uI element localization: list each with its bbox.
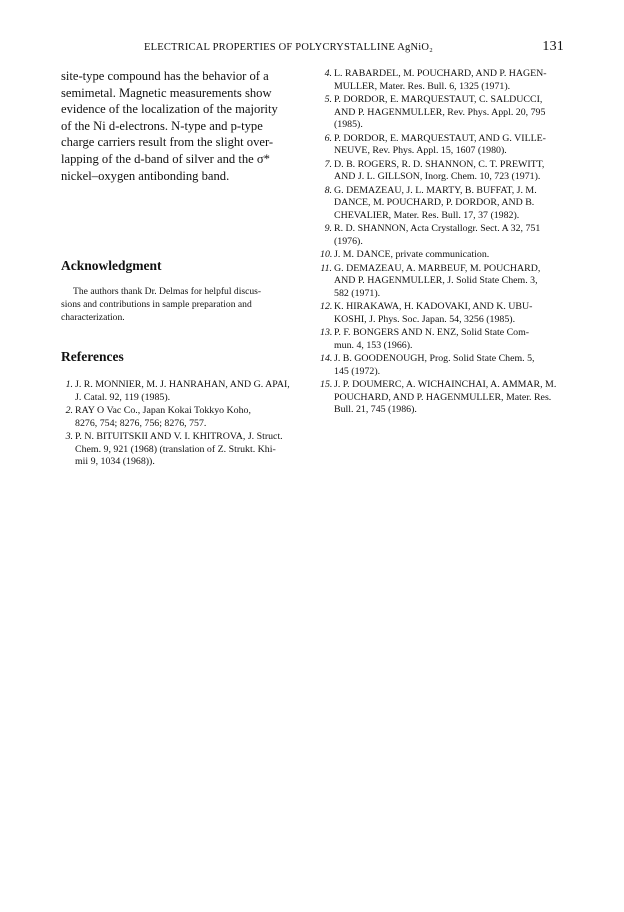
reference-line: Chem. 9, 921 (1968) (translation of Z. Strukt. Khi- — [75, 443, 276, 455]
reference-number: 7. — [324, 158, 332, 170]
reference-line: NEUVE, Rev. Phys. Appl. 15, 1607 (1980). — [334, 145, 507, 156]
reference-number: 13. — [320, 327, 333, 338]
reference-line: DANCE, M. POUCHARD, P. DORDOR, AND B. — [334, 197, 535, 208]
reference-item — [61, 379, 305, 404]
reference-number: 5. — [324, 94, 332, 105]
body-line: site-type compound has the behavior of a — [61, 69, 269, 83]
references-heading: References — [61, 349, 124, 364]
body-line: charge carriers result from the slight over- — [61, 135, 274, 150]
reference-line: 582 (1971). — [334, 287, 381, 299]
reference-line: 8276, 754; 8276, 756; 8276, 757. — [75, 417, 207, 429]
reference-line: MULLER, Mater. Res. Bull. 6, 1325 (1971). — [334, 80, 511, 92]
reference-number: 9. — [324, 223, 332, 234]
reference-item — [320, 353, 578, 378]
reference-line: mii 9, 1034 (1968)). — [75, 456, 155, 467]
reference-item — [61, 405, 305, 430]
reference-line: AND J. L. GILLSON, Inorg. Chem. 10, 723 (1971). — [334, 171, 541, 182]
acknowledgment-text — [61, 286, 305, 324]
reference-item — [320, 133, 578, 158]
left-column — [61, 68, 305, 467]
reference-line: J. R. MONNIER, M. J. HANRAHAN, AND G. APAI, — [75, 379, 290, 390]
reference-line: G. DEMAZEAU, J. L. MARTY, B. BUFFAT, J. M. — [334, 184, 537, 196]
reference-line: POUCHARD, AND P. HAGENMULLER, Mater. Res. — [334, 391, 552, 403]
body-line: semimetal. Magnetic measurements show — [61, 85, 272, 100]
reference-line: J. M. DANCE, private communication. — [334, 249, 490, 260]
reference-item — [320, 94, 578, 132]
reference-number: 2. — [65, 405, 73, 416]
reference-number: 11. — [320, 262, 332, 274]
reference-line: P. DORDOR, E. MARQUESTAUT, AND G. VILLE- — [334, 132, 546, 144]
reference-line: R. D. SHANNON, Acta Crystallogr. Sect. A 32, 751 — [334, 223, 541, 234]
reference-number: 3. — [65, 431, 73, 442]
reference-item — [320, 185, 578, 223]
reference-list-left — [61, 379, 305, 470]
body-line: lapping of the d-band of silver and the σ* — [61, 151, 270, 166]
reference-line: P. F. BONGERS AND N. ENZ, Solid State Com- — [334, 327, 530, 338]
reference-line: P. DORDOR, E. MARQUESTAUT, C. SALDUCCI, — [334, 94, 543, 105]
reference-line: J. P. DOUMERC, A. WICHAINCHAI, A. AMMAR, M. — [334, 379, 557, 390]
reference-line: RAY O Vac Co., Japan Kokai Tokkyo Koho, — [75, 405, 251, 416]
reference-item — [320, 68, 578, 93]
reference-line: L. RABARDEL, M. POUCHARD, AND P. HAGEN- — [334, 68, 547, 79]
ack-line: sions and contributions in sample preparation and — [61, 298, 252, 310]
reference-list-right — [320, 68, 578, 418]
reference-item — [320, 223, 578, 248]
body-line: nickel–oxygen antibonding band. — [61, 168, 230, 183]
reference-number: 10. — [320, 249, 333, 260]
reference-line: AND P. HAGENMULLER, Rev. Phys. Appl. 20, 795 — [334, 106, 546, 118]
reference-line: G. DEMAZEAU, A. MARBEUF, M. POUCHARD, — [334, 262, 541, 274]
reference-number: 6. — [324, 132, 332, 144]
reference-number: 4. — [324, 68, 332, 79]
reference-line: (1976). — [334, 235, 363, 247]
reference-line: (1985). — [334, 119, 363, 130]
body-line: evidence of the localization of the majority — [61, 102, 278, 117]
reference-number: 12. — [320, 301, 333, 312]
reference-line: KOSHI, J. Phys. Soc. Japan. 54, 3256 (1985). — [334, 313, 516, 325]
reference-item — [61, 431, 305, 469]
reference-line: mun. 4, 153 (1966). — [334, 339, 413, 351]
reference-item — [320, 249, 578, 262]
ack-line: characterization. — [61, 311, 125, 323]
reference-line: J. B. GOODENOUGH, Prog. Solid State Chem. 5, — [334, 353, 535, 364]
reference-line: J. Catal. 92, 119 (1985). — [75, 391, 171, 403]
page-number: 131 — [542, 39, 564, 54]
reference-line: 145 (1972). — [334, 365, 381, 377]
reference-number: 14. — [320, 353, 333, 364]
reference-item — [320, 379, 578, 417]
reference-number: 15. — [320, 379, 333, 390]
running-title: ELECTRICAL PROPERTIES OF POLYCRYSTALLINE AgNiO₂ — [144, 42, 433, 53]
running-header — [98, 38, 578, 56]
body-line: of the Ni d-electrons. N-type and p-type — [61, 118, 263, 133]
reference-line: Bull. 21, 745 (1986). — [334, 404, 417, 415]
reference-item — [320, 301, 578, 326]
reference-line: P. N. BITUITSKII AND V. I. KHITROVA, J. Struct. — [75, 431, 283, 442]
reference-number: 8. — [324, 184, 332, 196]
reference-item — [320, 159, 578, 184]
reference-line: AND P. HAGENMULLER, J. Solid State Chem. 3, — [334, 275, 538, 286]
reference-line: CHEVALIER, Mater. Res. Bull. 17, 37 (1982). — [334, 209, 520, 221]
reference-number: 1. — [65, 379, 73, 390]
acknowledgment-heading: Acknowledgment — [61, 258, 162, 273]
reference-item — [320, 263, 578, 301]
conclusion-paragraph — [61, 68, 305, 184]
ack-line: The authors thank Dr. Delmas for helpful discus- — [73, 286, 262, 297]
reference-item — [320, 327, 578, 352]
reference-line: K. HIRAKAWA, H. KADOVAKI, AND K. UBU- — [334, 301, 533, 312]
reference-line: D. B. ROGERS, R. D. SHANNON, C. T. PREWITT, — [334, 158, 545, 170]
